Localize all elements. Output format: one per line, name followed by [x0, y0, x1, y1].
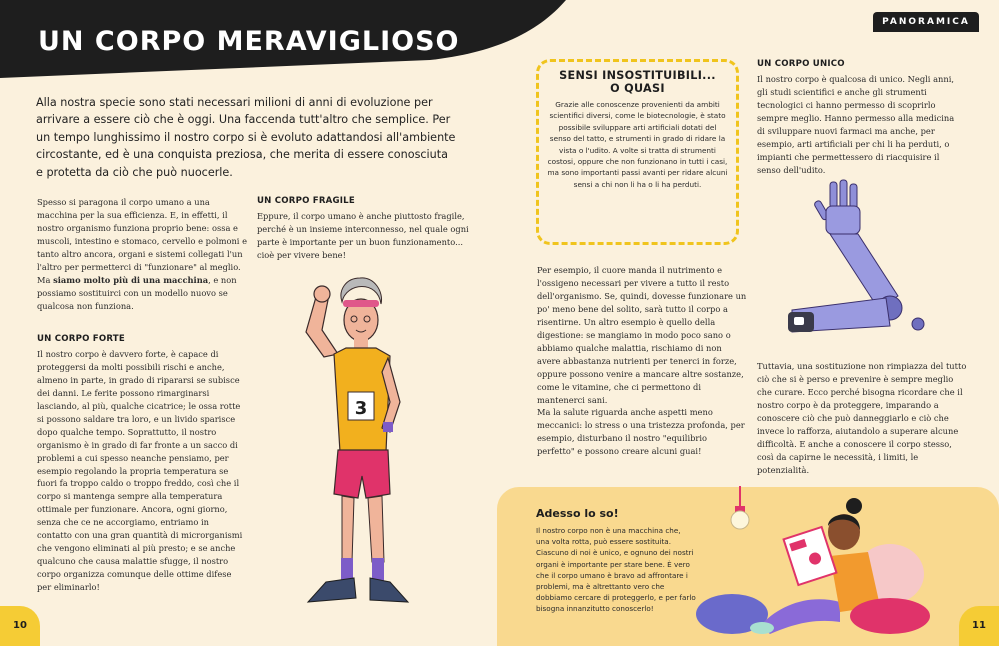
- girl-reading-illustration: [690, 486, 970, 644]
- runner-illustration: [286, 262, 436, 622]
- strong-heading: UN CORPO FORTE: [37, 334, 125, 344]
- intro-paragraph: Alla nostra specie sono stati necessari milioni di anni di evoluzione per arrivare a essere ciò che è oggi. Una faccenda tutt'altro che semplice. Per un tempo lunghissimo il nostro corpo si è evoluto adattandosi all'ambiente circostante, ed è una conquista preziosa, che merita di essere conosciuta e protetta da ciò che può nuocerle.: [36, 96, 456, 179]
- unique-heading: UN CORPO UNICO: [757, 59, 845, 69]
- strong-text: Il nostro corpo è davvero forte, è capace di proteggersi da molti possibili rischi e anche, almeno in parte, in grado di ripararsi se subisce dei danni. Le ferite possono rimarginarsi lasciando, al più, qualche cicatrice; le ossa rotte si possono saldare tra loro, e un livido sparisce dopo qualche tempo. Soprattutto, il nostro organismo è in grado di far fronte a un sacco di problemi a cui spesso neanche pensiamo, per esempio regolando la propria temperatura se fuori fa troppo caldo o troppo freddo, così che il corpo si mantenga sempre alla temperatura ottimale per funzionare. Ancora, ogni giorno, senza che ce ne accorgiamo, entriamo in contatto con una gran quantità di microrganismi che vengono eliminati al più presto; e se anche qualcuno che causa malattie sfugge, il nostro corpo organizza comunque delle ottime difese per eliminarlo!: [37, 348, 243, 593]
- section-tag: PANORAMICA: [873, 12, 979, 32]
- strong-body-section: [37, 333, 245, 594]
- page-number-left: 10: [0, 606, 40, 646]
- senses-callout-box: [536, 59, 739, 245]
- middle-text-1: Per esempio, il cuore manda il nutrimento e l'ossigeno necessari per vivere a tutto il resto dell'organismo. Se, quindi, dovesse funzionare un po' meno bene del solito, sarà tutto il corpo a risentirne. Un altro esempio è quello della digestione: se mangiamo in modo poco sano o abbiamo qualche malattia, rischiamo di non avere abbastanza nutrienti per tenerci in forze, oppure possono venire a mancare altre sostanze, come le vitamine, che ci permettono di mantenerci sani.: [537, 265, 747, 405]
- bib-number: 3: [354, 398, 368, 419]
- fragile-text: Eppure, il corpo umano è anche piuttosto fragile, perché è un insieme interconnesso, nel quale ogni parte è importante per un buon funzionamento... cioè per vivere bene!: [257, 210, 469, 260]
- machine-text-bold: siamo molto più di una macchina: [53, 274, 209, 285]
- page-number-right: 11: [959, 606, 999, 646]
- replacement-body-section: [757, 360, 967, 477]
- middle-body-section: [537, 264, 747, 458]
- machine-text-end: , e non possiamo sostituirci con un modello nuovo se qualcosa non funziona.: [37, 274, 237, 311]
- body-column-machine: [37, 196, 247, 313]
- fragile-body-section: [257, 195, 469, 262]
- senses-title: [547, 69, 728, 95]
- unique-text: Il nostro corpo è qualcosa di unico. Negli anni, gli studi scientifici e anche gli strumenti tecnologici ci hanno permesso di scoprirlo sempre meglio. Hanno permesso alla medicina di sviluppare nuovi farmaci ma anche, per esempio, arti artificiali per chi li ha perduti, o impianti che permettessero di riacquisire il senso dell'udito.: [757, 73, 955, 175]
- replacement-text: Tuttavia, una sostituzione non rimpiazza del tutto ciò che si è perso e prevenire è sempre meglio che curare. Ecco perché bisogna ricordare che il nostro corpo è da proteggere, imparando a conoscere ciò che può danneggiarlo e ciò che invece lo rafforza, aiutandolo a superare alcune difficoltà. E anche a conoscere il corpo stesso, così da capirne le necessità, i limiti, le potenzialità.: [757, 361, 967, 475]
- summary-panel-text: Il nostro corpo non è una macchina che, una volta rotta, può essere sostituita. Ciascuno di noi è unico, e ognuno dei nostri organi è importante per stare bene. È vero che il corpo umano è bravo ad affrontare i problemi, ma è altrettanto vero che dobbiamo cercare di proteggerlo, e per farlo bisogna innanzitutto conoscerlo!: [536, 526, 696, 614]
- summary-panel-title: Adesso lo so!: [536, 507, 619, 520]
- page-title: UN CORPO MERAVIGLIOSO: [38, 26, 460, 57]
- middle-text-2: Ma la salute riguarda anche aspetti meno meccanici: lo stress o una tristezza profonda, per esempio, disturbano il nostro "equilibrio perfetto" e possono creare alcuni guai!: [537, 407, 745, 457]
- senses-title-line2: O QUASI: [610, 82, 665, 95]
- senses-text: Grazie alle conoscenze provenienti da ambiti scientifici diversi, come le biotecnologie, è stato possibile sviluppare arti artificiali dotati del senso del tatto, e strumenti in grado di ridare la vista o l'udito. A volte si tratta di strumenti costosi, oppure che non funzionano in tutti i casi, ma sono importanti passi avanti per ridare alcuni sensi a chi non li ha o li ha perduti.: [547, 100, 728, 189]
- machine-text-start: Spesso si paragona il corpo umano a una macchina per la sua efficienza. E, in effetti, il nostro organismo funziona proprio bene: ossa e muscoli, intestino e stomaco, cervello e polmoni e tanto altro ancora, organi e sistemi collegati l'un l'altro per permetterci di "funzionare" al meglio. Ma: [37, 197, 247, 285]
- fragile-heading: UN CORPO FRAGILE: [257, 196, 355, 206]
- unique-body-section: [757, 58, 962, 177]
- senses-title-line1: SENSI INSOSTITUIBILI...: [559, 69, 716, 82]
- robotic-arm-illustration: [778, 176, 943, 346]
